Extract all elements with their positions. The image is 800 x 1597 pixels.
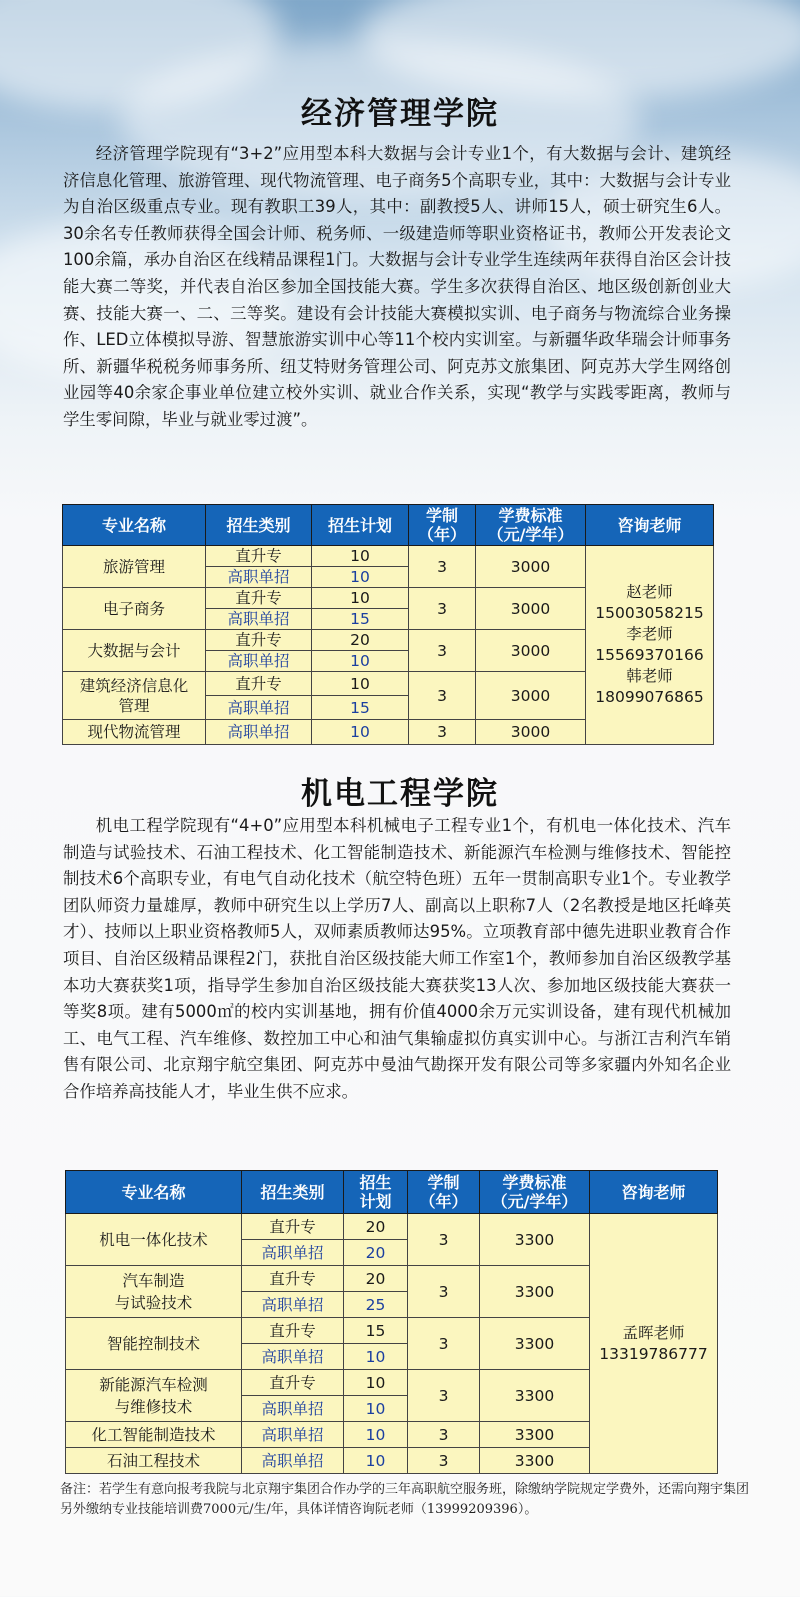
- cell-major: 现代物流管理: [63, 720, 206, 745]
- section-paragraph: 经济管理学院现有“3+2”应用型本科大数据与会计专业1个，有大数据与会计、建筑经济信息化管理、旅游管理、现代物流管理、电子商务5个高职专业，其中：大数据与会计专业为自治区级重点专业。现有教职工39人，其中：副教授5人、讲师15人，硕士研究生6人。30余名专任教师获得全国会计师、税务师、一级建造师等职业资格证书，教师公开发表论文100余篇，承办自治区在线精品课程1门。大数据与会计专业学生连续两年获得自治区会计技能大赛二等奖，并代表自治区参加全国技能大赛。学生多次获得自治区、地区级创新创业大赛、技能大赛一、二、三等奖。建设有会计技能大赛模拟实训、电子商务与物流综合业务操作、LED立体模拟导游、智慧旅游实训中心等11个校内实训室。与新疆华政华瑞会计师事务所、新疆华税税务师事务所、纽艾特财务管理公司、阿克苏文旅集团、阿克苏大学生网络创业园等40余家企事业单位建立校外实训、就业合作关系，实现“教学与实践零距离，教师与学生零间隙，毕业与就业零过渡”。: [63, 144, 731, 429]
- cell-type: 高职单招: [242, 1422, 344, 1448]
- cell-major: 建筑经济信息化 管理: [63, 672, 206, 720]
- cell-major: 汽车制造 与试验技术: [66, 1266, 242, 1318]
- cell-type: 直升专: [206, 672, 312, 696]
- header-plan: 招生计划: [312, 505, 409, 546]
- section-title: 机电工程学院: [301, 776, 499, 812]
- cell-fee: 3300: [480, 1266, 590, 1318]
- cell-major: 电子商务: [63, 588, 206, 630]
- cell-type: 高职单招: [242, 1240, 344, 1266]
- header-years: 学制 （年）: [408, 1171, 480, 1214]
- footnote: 备注：若学生有意向报考我院与北京翔宇集团合作办学的三年高职航空服务班，除缴纳学院规定学费外，还需向翔宇集团另外缴纳专业技能培训费7000元/生/年，具体详情咨询阮老师（13999209396）。: [60, 1482, 750, 1517]
- cell-plan: 10: [344, 1344, 408, 1370]
- header-contact: 咨询老师: [590, 1171, 718, 1214]
- cell-fee: 3000: [476, 720, 586, 745]
- cell-fee: 3300: [480, 1448, 590, 1474]
- cell-major: 新能源汽车检测 与维修技术: [66, 1370, 242, 1422]
- enrollment-table: [62, 504, 714, 745]
- cell-fee: 3000: [476, 630, 586, 672]
- cell-type: 高职单招: [206, 609, 312, 630]
- cell-years: 3: [409, 546, 476, 588]
- cell-plan: 10: [312, 720, 409, 745]
- section-paragraph: 机电工程学院现有“4+0”应用型本科机械电子工程专业1个，有机电一体化技术、汽车制造与试验技术、石油工程技术、化工智能制造技术、新能源汽车检测与维修技术、智能控制技术6个高职专业，有电气自动化技术（航空特色班）五年一贯制高职专业1个。专业教学团队师资力量雄厚，教师中研究生以上学历7人、副高以上职称7人（2名教授是地区托峰英才）、技师以上职业资格教师5人，双师素质教师达95%。立项教育部中德先进职业教育合作项目、自治区级精品课程2门，获批自治区级技能大师工作室1个，教师参加自治区级教学基本功大赛获奖1项，指导学生参加自治区级技能大赛获奖13人次、参加地区级技能大赛获一等奖8项。建有5000㎡的校内实训基地，拥有价值4000余万元实训设备，建有现代机械加工、电气工程、汽车维修、数控加工中心和油气集输虚拟仿真实训中心。与浙江吉利汽车销售有限公司、北京翔宇航空集团、阿克苏中曼油气勘探开发有限公司等多家疆内外知名企业合作培养高技能人才，毕业生供不应求。: [63, 816, 731, 1101]
- cell-major: 大数据与会计: [63, 630, 206, 672]
- cell-type: 直升专: [242, 1318, 344, 1344]
- cell-years: 3: [408, 1318, 480, 1370]
- cell-fee: 3000: [476, 588, 586, 630]
- cell-plan: 10: [312, 546, 409, 567]
- cell-years: 3: [408, 1422, 480, 1448]
- header-type: 招生类别: [206, 505, 312, 546]
- cell-fee: 3000: [476, 672, 586, 720]
- cell-plan: 10: [344, 1396, 408, 1422]
- cell-major: 旅游管理: [63, 546, 206, 588]
- cell-plan: 15: [312, 696, 409, 720]
- header-major: 专业名称: [66, 1171, 242, 1214]
- cell-type: 高职单招: [206, 696, 312, 720]
- cell-years: 3: [409, 588, 476, 630]
- cell-plan: 20: [344, 1214, 408, 1240]
- cell-type: 高职单招: [242, 1292, 344, 1318]
- cell-type: 直升专: [242, 1266, 344, 1292]
- cell-plan: 25: [344, 1292, 408, 1318]
- header-fee: 学费标准 （元/学年）: [480, 1171, 590, 1214]
- cell-plan: 15: [312, 609, 409, 630]
- cell-years: 3: [409, 720, 476, 745]
- cell-years: 3: [409, 630, 476, 672]
- cell-major: 智能控制技术: [66, 1318, 242, 1370]
- cell-plan: 20: [344, 1240, 408, 1266]
- cell-type: 直升专: [242, 1370, 344, 1396]
- cell-type: 直升专: [206, 630, 312, 651]
- cell-type: 高职单招: [206, 567, 312, 588]
- cell-plan: 20: [344, 1266, 408, 1292]
- cell-type: 高职单招: [242, 1396, 344, 1422]
- header-fee: 学费标准 （元/学年）: [476, 505, 586, 546]
- cell-plan: 10: [344, 1422, 408, 1448]
- cell-major: 化工智能制造技术: [66, 1422, 242, 1448]
- cell-fee: 3300: [480, 1370, 590, 1422]
- cell-type: 高职单招: [206, 720, 312, 745]
- cell-years: 3: [409, 672, 476, 720]
- cell-fee: 3300: [480, 1422, 590, 1448]
- header-years: 学制 （年）: [409, 505, 476, 546]
- enrollment-table: [65, 1170, 718, 1474]
- cell-plan: 10: [344, 1370, 408, 1396]
- cell-plan: 10: [312, 588, 409, 609]
- header-major: 专业名称: [63, 505, 206, 546]
- cell-plan: 10: [312, 672, 409, 696]
- cell-plan: 15: [344, 1318, 408, 1344]
- cell-fee: 3300: [480, 1214, 590, 1266]
- cell-contact: 孟晖老师 13319786777: [590, 1214, 718, 1474]
- cell-plan: 10: [312, 651, 409, 672]
- header-plan: 招生 计划: [344, 1171, 408, 1214]
- cell-years: 3: [408, 1448, 480, 1474]
- header-type: 招生类别: [242, 1171, 344, 1214]
- cell-type: 直升专: [206, 546, 312, 567]
- cell-type: 高职单招: [242, 1448, 344, 1474]
- section-title: 经济管理学院: [301, 96, 499, 132]
- cell-fee: 3000: [476, 546, 586, 588]
- cell-type: 直升专: [242, 1214, 344, 1240]
- cell-plan: 20: [312, 630, 409, 651]
- cell-major: 机电一体化技术: [66, 1214, 242, 1266]
- cell-type: 高职单招: [242, 1344, 344, 1370]
- cell-plan: 10: [312, 567, 409, 588]
- cell-major: 石油工程技术: [66, 1448, 242, 1474]
- cell-type: 高职单招: [206, 651, 312, 672]
- cell-contact: 赵老师 15003058215 李老师 15569370166 韩老师 18099076865: [586, 546, 714, 745]
- header-contact: 咨询老师: [586, 505, 714, 546]
- cell-years: 3: [408, 1214, 480, 1266]
- cell-plan: 10: [344, 1448, 408, 1474]
- cell-years: 3: [408, 1266, 480, 1318]
- cell-fee: 3300: [480, 1318, 590, 1370]
- cell-type: 直升专: [206, 588, 312, 609]
- cell-years: 3: [408, 1370, 480, 1422]
